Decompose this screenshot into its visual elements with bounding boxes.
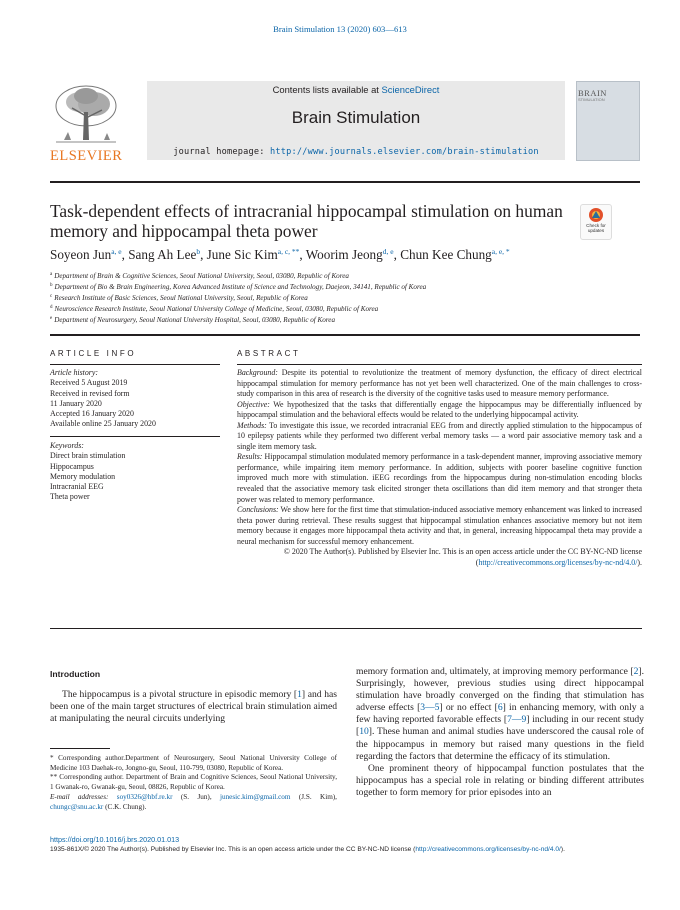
author[interactable]: Chun Kee Chung$^{a, e, *}$ bbox=[400, 247, 510, 262]
keywords: Keywords: Direct brain stimulation Hippocampus Memory modulation Intracranial EEG Theta power bbox=[50, 441, 126, 502]
reference-link[interactable]: 7—9 bbox=[507, 714, 527, 726]
intro-right-column: memory formation and, ultimately, at improving memory performance [2]. Surprisingly, however, previous studies using direct hippocampal stimulation have broadly converged on the finding that stimulation has adverse effects [3—5] or no effect [6] in enhancing memory, with only a few having reported favorable effects [7—9] including in our recent study [10]. These human and animal studies have underscored the causal role of the hippocampus in memory but raised many questions in the field regarding the factors that determine the efficacy of its stimulation. One prominent theory of hippocampal function postulates that the hippocampus has a special role in relating or binding different attributes together to form memory for prior episodes into an bbox=[356, 666, 644, 798]
check-updates-label: Check for updates bbox=[586, 223, 606, 233]
footnote-rule bbox=[50, 748, 110, 749]
abstract-bottom-rule bbox=[50, 628, 642, 629]
email-link[interactable]: chungc@snu.ac.kr bbox=[50, 802, 104, 811]
author[interactable]: Soyeon Jun$^{a, e}$ bbox=[50, 247, 122, 262]
author[interactable]: Sang Ah Lee$^b$ bbox=[128, 247, 201, 262]
cover-subtitle: STIMULATION bbox=[578, 97, 605, 102]
abstract-methods: Methods: To investigate this issue, we recorded intracranial EEG from and directly applied stimulation to the hippocampus of 10 epilepsy patients while they performed two different verbal memory tasks — a word pair associative memory task and a single item memory task. bbox=[237, 420, 642, 451]
header-divider bbox=[50, 181, 640, 183]
footnotes bbox=[50, 754, 337, 812]
reference-link[interactable]: 2 bbox=[633, 666, 639, 677]
affiliation: $^a$ Department of Brain & Cognitive Sciences, Seoul National University, Seoul, 03080, Republic of Korea bbox=[50, 272, 349, 280]
abstract-heading: ABSTRACT bbox=[237, 349, 301, 358]
footnote-emails: E-mail addresses: soy0326@hbf.re.kr (S. Jun), junesic.kim@gmail.com (J.S. Kim), chungc@snu.ac.kr (C.K. Chung). bbox=[50, 792, 337, 811]
reference-link[interactable]: 6 bbox=[497, 702, 503, 714]
footnote-corresponding-2: ** Corresponding author. Department of Brain and Cognitive Sciences, Seoul National University, 1 Gwanak-ro, Gwanak-gu, Seoul, 08826, Republic of Korea. bbox=[50, 773, 337, 792]
intro-left-column: The hippocampus is a pivotal structure in episodic memory [1] and has been one of the main target structures of electrical brain stimulation aimed at manipulating the neural circuits underlying bbox=[50, 689, 337, 725]
reference-link[interactable]: 1 bbox=[297, 689, 302, 700]
check-updates-icon bbox=[581, 205, 611, 225]
cover-title: BRAIN bbox=[578, 88, 607, 98]
email-link[interactable]: soy0326@hbf.re.kr bbox=[116, 792, 173, 801]
article-info-heading: ARTICLE INFO bbox=[50, 349, 137, 358]
contents-line: Contents lists available at ScienceDirect bbox=[272, 84, 440, 95]
email-link[interactable]: junesic.kim@gmail.com bbox=[219, 792, 291, 801]
abstract-objective: Objective: We hypothesized that the tasks that differentially engage the hippocampus may be differentially influenced by hippocampal stimulation and the behavioral effects would be related to the underlying hippocampal activity. bbox=[237, 399, 642, 420]
author[interactable]: June Sic Kim$^{a, c, **}$ bbox=[206, 247, 300, 262]
footnote-corresponding-1: * Corresponding author.Department of Neurosurgery, Seoul National University College of Medicine 103 Daehak-ro, Jongno-gu, Seoul, 110-799, 03080, Republic of Korea. bbox=[50, 754, 337, 772]
keywords-rule bbox=[50, 436, 220, 437]
abstract-background: Background: Despite its potential to revolutionize the treatment of memory dysfunction, the efficacy of direct electrical hippocampal stimulation for memory performance has not yet been well characterized. One of the main challenges to cross-study comparison in this area of research is the diversity of the cognitive tasks used to measure memory performance. bbox=[237, 368, 642, 399]
reference-link[interactable]: 3—5 bbox=[420, 702, 440, 714]
sciencedirect-link[interactable]: ScienceDirect bbox=[381, 84, 440, 95]
affiliation: $^c$ Research Institute of Basic Sciences, Seoul National University, Seoul, Republic of Korea bbox=[50, 294, 308, 302]
affiliation-divider bbox=[50, 334, 640, 336]
author[interactable]: Woorim Jeong$^{d, e}$ bbox=[305, 247, 394, 262]
section-heading-introduction: Introduction bbox=[50, 669, 101, 679]
abstract-copyright: © 2020 The Author(s). Published by Elsevier Inc. This is an open access article under the CC BY-NC-ND license (http://creativecommons.org/licenses/by-nc-nd/4.0/). bbox=[283, 547, 642, 567]
affiliation: $^e$ Department of Neurosurgery, Seoul National University Hospital, Seoul, 03080, Republic of Korea bbox=[50, 316, 336, 324]
author-list: Soyeon Jun$^{a, e}$, Sang Ah Lee$^b$, June Sic Kim$^{a, c, **}$, Woorim Jeong$^{d, e}$, Chun Kee Chung$^{a, e, *}$ bbox=[50, 247, 510, 262]
journal-title: Brain Stimulation bbox=[291, 108, 421, 127]
affiliation: $^b$ Department of Bio & Brain Engineering, Korea Advanced Institute of Science and Technology, Daejeon, 34141, Republic of Korea bbox=[50, 283, 427, 291]
check-for-updates-button[interactable] bbox=[580, 204, 612, 240]
journal-citation: Brain Stimulation 13 (2020) 603—613 bbox=[273, 24, 407, 34]
doi-link[interactable]: https://doi.org/10.1016/j.brs.2020.01.013 bbox=[50, 835, 180, 844]
issn-license-line: 1935-861X/© 2020 The Author(s). Published by Elsevier Inc. This is an open access article under the CC BY-NC-ND license (http://creativecommons.org/licenses/by-nc-nd/4.0/). bbox=[50, 846, 565, 853]
article-info-rule bbox=[50, 364, 220, 365]
abstract-results: Results: Hippocampal stimulation modulated memory performance in a task-dependent manner, improving associative memory performance, while impairing item memory performance. In addition, subjects with poorer baseline cognitive function improved much more with stimulation. iEEG recordings from the hippocampus during non-stimulation encoding blocks revealed that the associative memory task elicited stronger theta oscillations than did item memory and that stronger theta power was related to memory performance. bbox=[237, 452, 642, 504]
abstract-conclusions: Conclusions: We show here for the first time that stimulation-induced associative memory enhancement was linked to increased theta power during retrieval. These results suggest that hippocampal stimulation enhances associative memory but not item memory because it engages more hippocampal theta activity and that, in general, increasing hippocampal theta may provide a neural mechanism for successful memory enhancement. bbox=[237, 505, 642, 546]
footer-license-link[interactable]: http://creativecommons.org/licenses/by-nc-nd/4.0/ bbox=[415, 846, 561, 853]
journal-homepage: journal homepage: http://www.journals.elsevier.com/brain-stimulation bbox=[173, 147, 539, 157]
abstract-body bbox=[237, 368, 642, 568]
article-title: Task-dependent effects of intracranial hippocampal stimulation on human memory and hippocampal theta power bbox=[50, 201, 563, 241]
homepage-link[interactable]: http://www.journals.elsevier.com/brain-stimulation bbox=[270, 147, 539, 157]
affiliation: $^d$ Neuroscience Research Institute, Seoul National University College of Medicine, Seoul, 03080, Republic of Korea bbox=[50, 305, 379, 313]
elsevier-logo-text: ELSEVIER bbox=[50, 148, 123, 164]
article-history: Article history: Received 5 August 2019 Received in revised form 11 January 2020 Accepted 16 January 2020 Available online 25 January 2020 bbox=[50, 368, 156, 429]
reference-link[interactable]: 10 bbox=[359, 726, 369, 738]
abstract-rule bbox=[237, 364, 642, 365]
license-link[interactable]: http://creativecommons.org/licenses/by-nc-nd/4.0/ bbox=[478, 557, 638, 567]
